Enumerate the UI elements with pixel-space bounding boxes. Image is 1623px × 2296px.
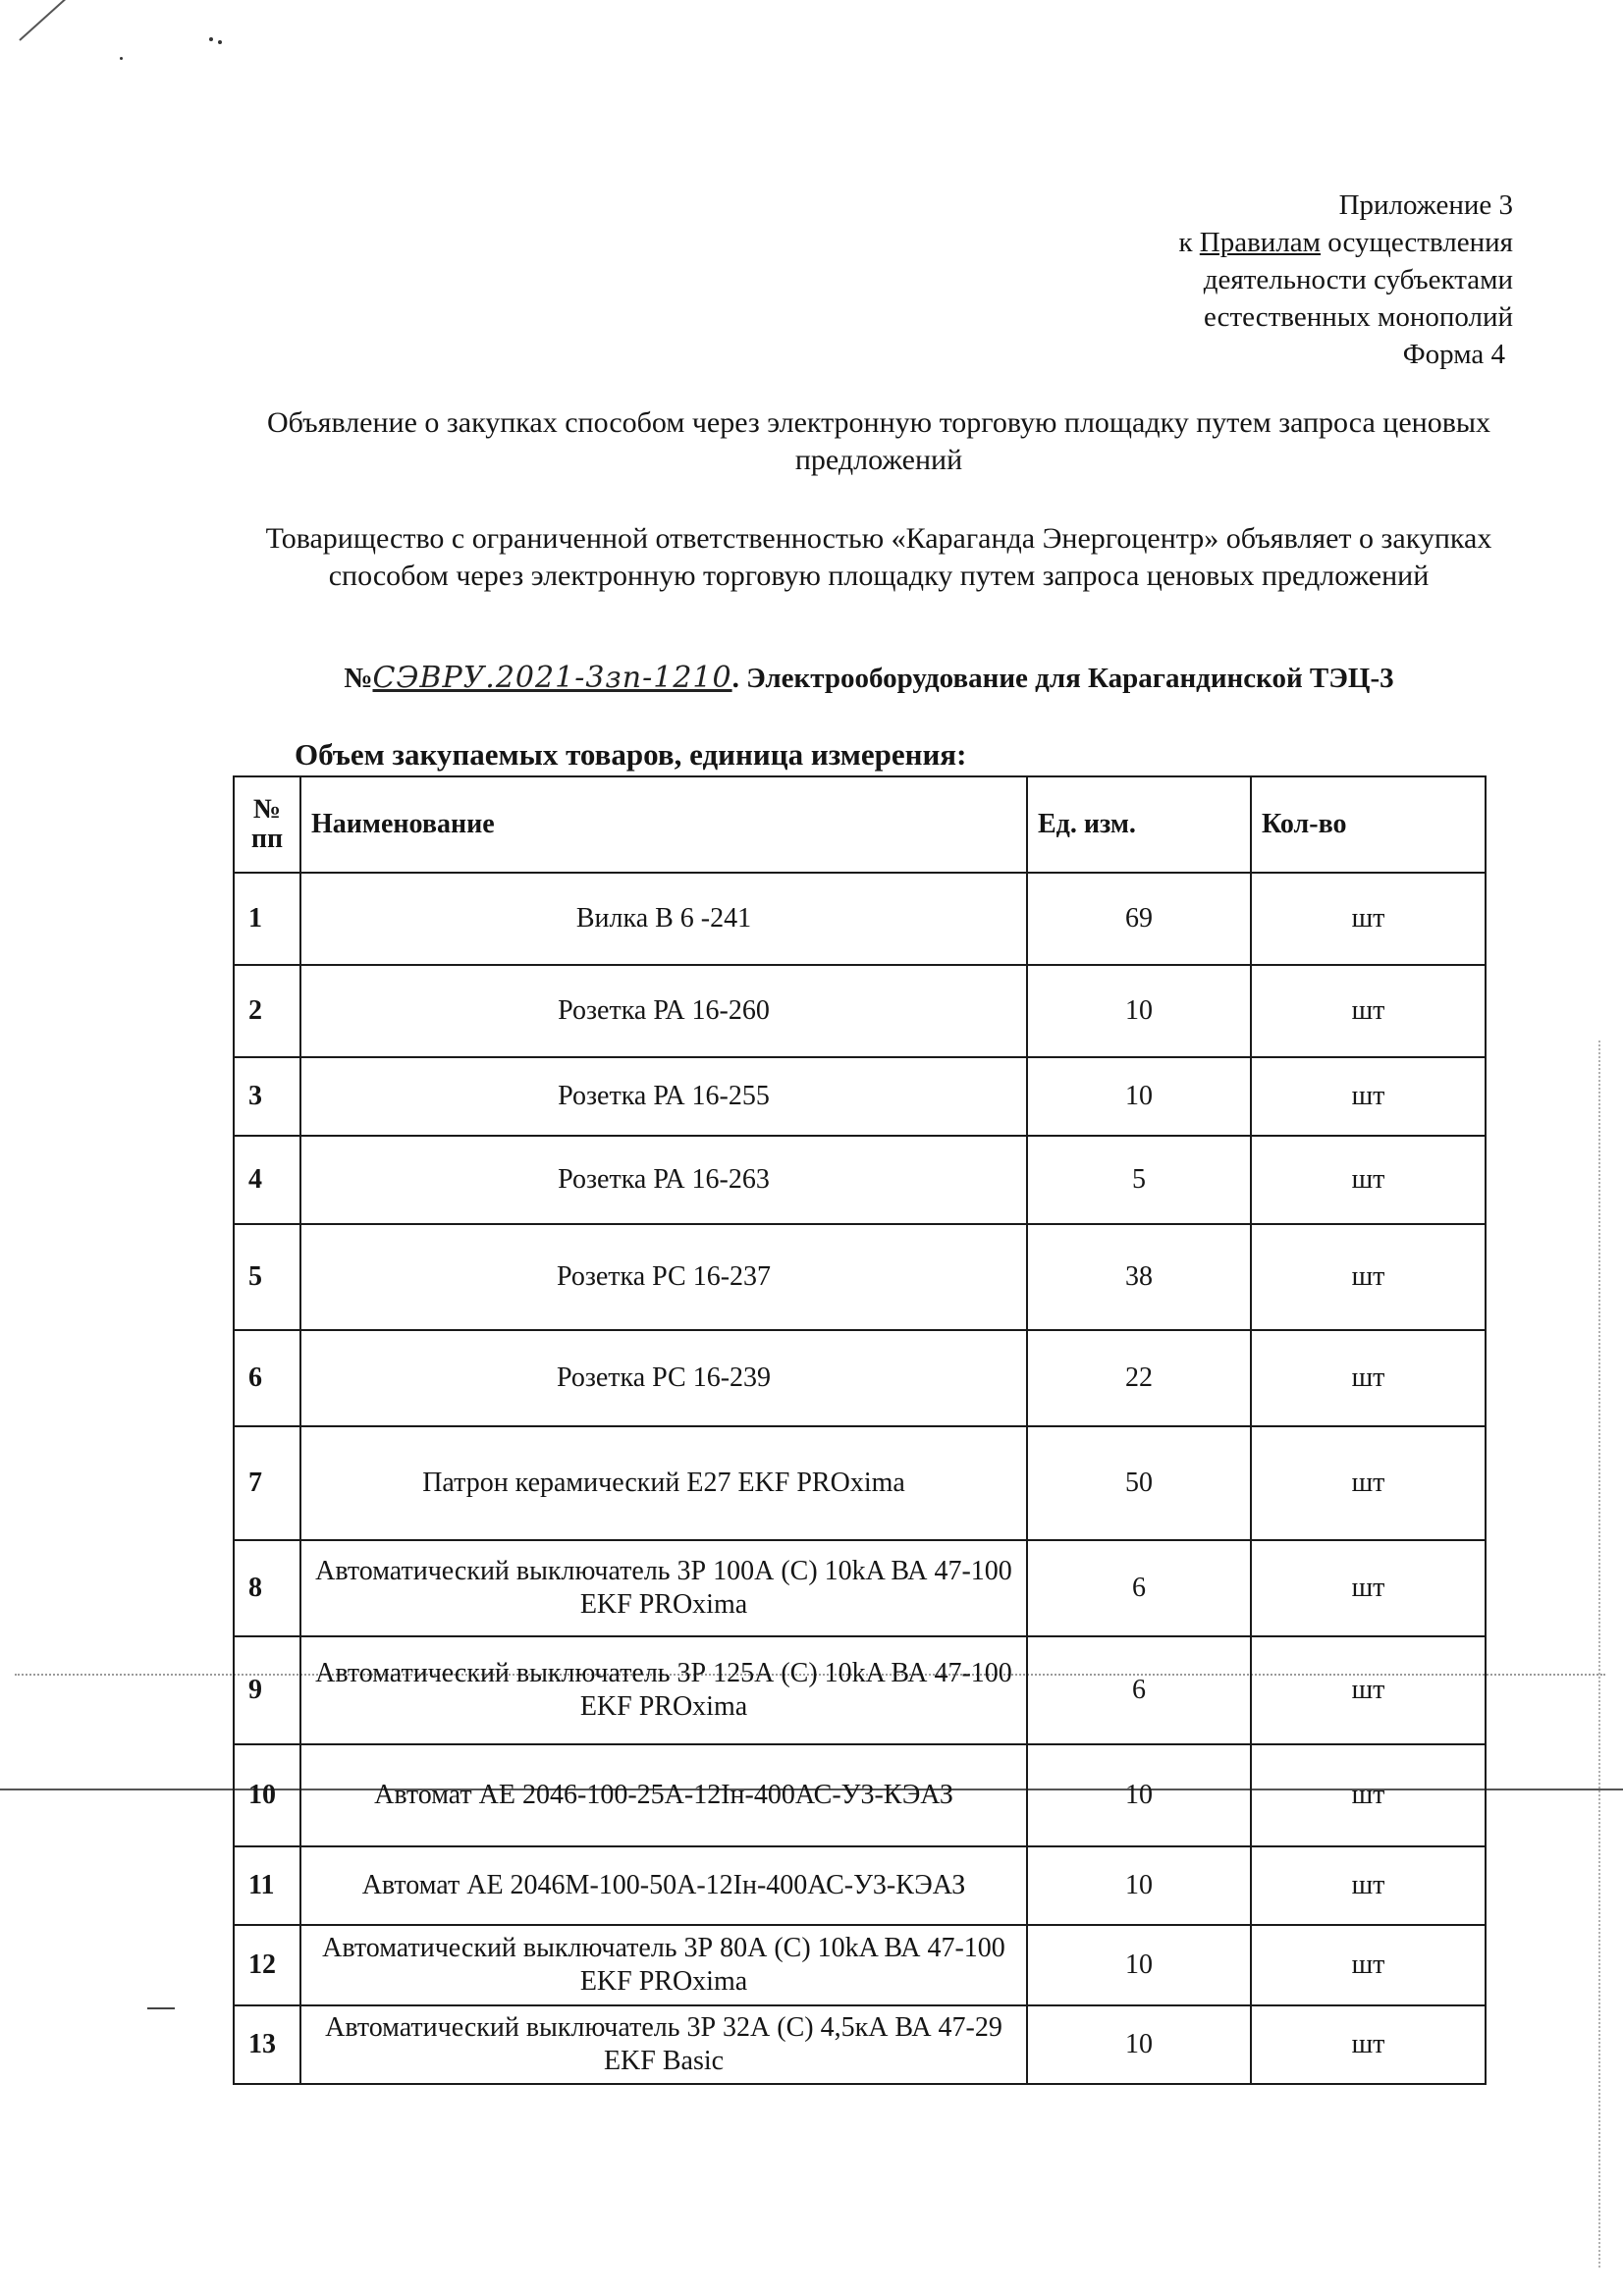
table-row <box>234 965 1486 1057</box>
item-name: Автомат АЕ 2046-100-25А-12Iн-400АС-У3-КЭАЗ <box>300 1744 1027 1846</box>
item-name: Автомат АЕ 2046М-100-50А-12Iн-400АС-У3-КЭАЗ <box>300 1846 1027 1925</box>
items-table <box>233 775 1487 2085</box>
table-row <box>234 2005 1486 2084</box>
item-unit: 6 <box>1027 1636 1251 1744</box>
table-row <box>234 1426 1486 1540</box>
item-qty: шт <box>1251 1925 1486 2005</box>
announcement-title: Объявление о закупках способом через электронную торговую площадку путем запроса ценовых предложений <box>266 406 1491 476</box>
table-row <box>234 873 1486 965</box>
row-number: 7 <box>234 1426 300 1540</box>
row-number: 6 <box>234 1330 300 1426</box>
header-qty: Кол-во <box>1251 776 1486 873</box>
scan-edge-line <box>1598 1041 1600 2268</box>
item-name: Автоматический выключатель 3Р 32А (С) 4,5кА ВА 47-29 EKF Basic <box>300 2005 1027 2084</box>
appendix-line <box>1178 224 1513 261</box>
row-number: 11 <box>234 1846 300 1925</box>
table-row <box>234 1540 1486 1636</box>
lot-name: . Электрооборудование для Карагандинской ТЭЦ-3 <box>731 663 1394 694</box>
item-qty: шт <box>1251 1540 1486 1636</box>
item-name: Автоматический выключатель 3Р 80А (С) 10kA ВА 47-100 EKF PROxima <box>300 1925 1027 2005</box>
row-number: 12 <box>234 1925 300 2005</box>
item-unit: 22 <box>1027 1330 1251 1426</box>
item-qty: шт <box>1251 1636 1486 1744</box>
scan-mark <box>19 0 71 41</box>
item-unit: 5 <box>1027 1136 1251 1224</box>
item-qty: шт <box>1251 2005 1486 2084</box>
organization-text: Товарищество с ограниченной ответственностью «Караганда Энергоцентр» объявляет о закупках способом через электронную торговую площадку путем запроса ценовых предложений <box>265 522 1492 592</box>
item-qty: шт <box>1251 1426 1486 1540</box>
item-qty: шт <box>1251 965 1486 1057</box>
item-qty: шт <box>1251 1744 1486 1846</box>
row-number: 3 <box>234 1057 300 1136</box>
item-name: Вилка В 6 -241 <box>300 873 1027 965</box>
table-header-row <box>234 776 1486 873</box>
row-number: 4 <box>234 1136 300 1224</box>
appendix-prefix: к <box>1178 227 1200 258</box>
form-number: Форма 4 <box>1402 339 1505 370</box>
row-number: 5 <box>234 1224 300 1330</box>
table-row <box>234 1330 1486 1426</box>
table-row <box>234 1744 1486 1846</box>
item-qty: шт <box>1251 1846 1486 1925</box>
item-qty: шт <box>1251 1057 1486 1136</box>
item-name: Розетка РС 16-239 <box>300 1330 1027 1426</box>
scan-dot <box>209 37 213 41</box>
item-name: Патрон керамический Е27 EKF PROxima <box>300 1426 1027 1540</box>
appendix-line: естественных монополий <box>1204 301 1513 333</box>
item-unit: 10 <box>1027 1057 1251 1136</box>
rules-link[interactable]: Правилам <box>1199 227 1322 258</box>
item-qty: шт <box>1251 1224 1486 1330</box>
item-unit: 10 <box>1027 1744 1251 1846</box>
row-number: 1 <box>234 873 300 965</box>
row-number: 10 <box>234 1744 300 1846</box>
row-number: 2 <box>234 965 300 1057</box>
scan-dot <box>120 57 123 60</box>
item-unit: 69 <box>1027 873 1251 965</box>
item-unit: 6 <box>1027 1540 1251 1636</box>
item-unit: 10 <box>1027 1925 1251 2005</box>
item-qty: шт <box>1251 873 1486 965</box>
table-row <box>234 1636 1486 1744</box>
table-row <box>234 1846 1486 1925</box>
item-name: Розетка РС 16-237 <box>300 1224 1027 1330</box>
header-num: № пп <box>234 776 300 873</box>
table-row <box>234 1057 1486 1136</box>
header-name: Наименование <box>300 776 1027 873</box>
item-qty: шт <box>1251 1136 1486 1224</box>
item-unit: 10 <box>1027 2005 1251 2084</box>
handwritten-lot-number: СЭВРУ.2021-3зп-1210 <box>372 661 732 695</box>
item-name: Автоматический выключатель 3Р 100А (С) 10kA ВА 47-100 EKF PROxima <box>300 1540 1027 1636</box>
volume-title: Объем закупаемых товаров, единица измерения: <box>295 737 967 772</box>
item-unit: 10 <box>1027 1846 1251 1925</box>
row-number: 8 <box>234 1540 300 1636</box>
appendix-suffix: осуществления <box>1321 227 1513 258</box>
item-unit: 50 <box>1027 1426 1251 1540</box>
item-name: Розетка РА 16-263 <box>300 1136 1027 1224</box>
row-number: 9 <box>234 1636 300 1744</box>
table-row <box>234 1136 1486 1224</box>
item-unit: 38 <box>1027 1224 1251 1330</box>
header-unit: Ед. изм. <box>1027 776 1251 873</box>
lot-title <box>314 660 1424 697</box>
appendix-line: деятельности субъектами <box>1203 264 1513 295</box>
item-unit: 10 <box>1027 965 1251 1057</box>
row-number: 13 <box>234 2005 300 2084</box>
item-name: Розетка РА 16-255 <box>300 1057 1027 1136</box>
item-qty: шт <box>1251 1330 1486 1426</box>
scan-dot <box>218 40 222 44</box>
appendix-line: Приложение 3 <box>1338 189 1513 221</box>
table-row <box>234 1224 1486 1330</box>
item-name: Автоматический выключатель 3Р 125А (С) 10kA ВА 47-100 EKF PROxima <box>300 1636 1027 1744</box>
appendix-header <box>1178 187 1513 373</box>
number-sign: № <box>344 663 373 694</box>
table-row <box>234 1925 1486 2005</box>
scan-mark <box>147 2007 175 2009</box>
item-name: Розетка РА 16-260 <box>300 965 1027 1057</box>
